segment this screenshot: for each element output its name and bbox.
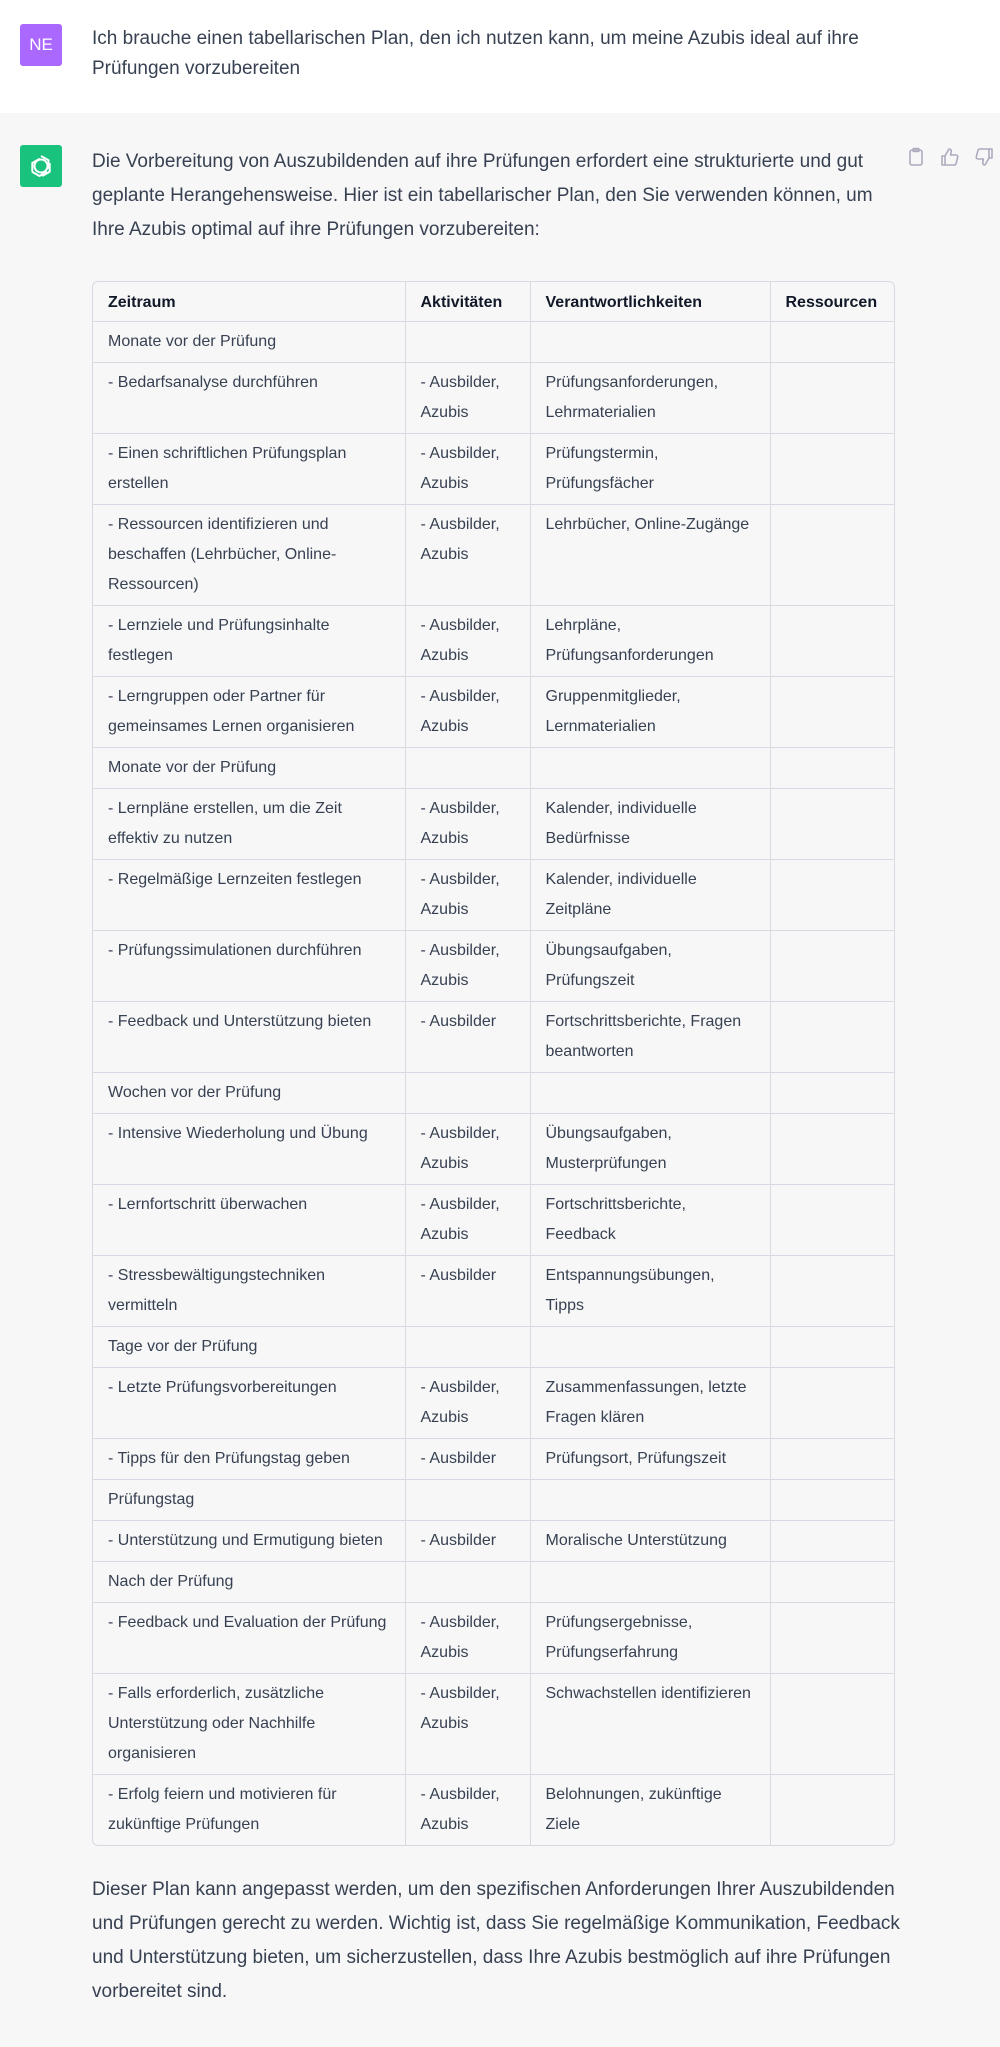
table-cell: - Ausbilder, Azubis <box>405 1674 530 1775</box>
exam-plan-table <box>92 281 895 1846</box>
table-cell: - Falls erforderlich, zusätzliche Unterstützung oder Nachhilfe organisieren <box>93 1674 405 1775</box>
table-cell <box>770 677 894 748</box>
table-row <box>93 1256 894 1327</box>
table-cell: - Ausbilder, Azubis <box>405 1775 530 1846</box>
table-cell <box>770 748 894 789</box>
table-cell <box>770 789 894 860</box>
table-cell: Moralische Unterstützung <box>530 1521 770 1562</box>
table-cell: - Unterstützung und Ermutigung bieten <box>93 1521 405 1562</box>
table-cell: Entspannungsübungen, Tipps <box>530 1256 770 1327</box>
table-row <box>93 677 894 748</box>
table-row <box>93 1073 894 1114</box>
table-cell: Gruppenmitglieder, Lernmaterialien <box>530 677 770 748</box>
table-row <box>93 1603 894 1674</box>
table-cell: - Lernziele und Prüfungsinhalte festlegen <box>93 606 405 677</box>
table-cell: Fortschrittsberichte, Feedback <box>530 1185 770 1256</box>
table-cell: - Ausbilder, Azubis <box>405 931 530 1002</box>
table-cell: Prüfungstag <box>93 1480 405 1521</box>
table-row <box>93 860 894 931</box>
table-cell: Prüfungsort, Prüfungszeit <box>530 1439 770 1480</box>
table-row <box>93 789 894 860</box>
table-row <box>93 1368 894 1439</box>
copy-icon[interactable] <box>906 147 928 169</box>
table-row <box>93 1775 894 1846</box>
table-cell: - Ausbilder <box>405 1002 530 1073</box>
table-cell: - Lerngruppen oder Partner für gemeinsames Lernen organisieren <box>93 677 405 748</box>
table-cell: - Ausbilder, Azubis <box>405 1185 530 1256</box>
table-row <box>93 505 894 606</box>
table-cell <box>405 322 530 363</box>
column-header-aktivitaeten: Aktivitäten <box>405 282 530 322</box>
table-cell: - Einen schriftlichen Prüfungsplan erstellen <box>93 434 405 505</box>
table-cell: Nach der Prüfung <box>93 1562 405 1603</box>
table-cell <box>405 1480 530 1521</box>
table-cell: Fortschrittsberichte, Fragen beantworten <box>530 1002 770 1073</box>
table-cell <box>770 1521 894 1562</box>
table-row <box>93 1439 894 1480</box>
table-cell: Lehrpläne, Prüfungsanforderungen <box>530 606 770 677</box>
table-cell: - Regelmäßige Lernzeiten festlegen <box>93 860 405 931</box>
table-cell <box>770 1480 894 1521</box>
table-cell <box>770 1114 894 1185</box>
table-cell <box>530 1327 770 1368</box>
table-cell <box>770 860 894 931</box>
table-row <box>93 363 894 434</box>
table-row <box>93 1002 894 1073</box>
table-cell: Tage vor der Prüfung <box>93 1327 405 1368</box>
table-row <box>93 606 894 677</box>
table-cell: - Ausbilder <box>405 1256 530 1327</box>
table-cell: - Intensive Wiederholung und Übung <box>93 1114 405 1185</box>
table-cell: Übungsaufgaben, Musterprüfungen <box>530 1114 770 1185</box>
table-cell: - Lernfortschritt überwachen <box>93 1185 405 1256</box>
table-cell <box>770 1185 894 1256</box>
table-cell: - Ausbilder, Azubis <box>405 1603 530 1674</box>
table-cell <box>770 606 894 677</box>
assistant-intro-text: Die Vorbereitung von Auszubildenden auf ihre Prüfungen erfordert eine strukturierte und gut geplante Herangehensweise. Hier ist ein tabellarischer Plan, den Sie verwenden können, um Ihre Azubis optimal auf ihre Prüfungen vorzubereiten: <box>92 151 873 240</box>
table-cell: - Ausbilder, Azubis <box>405 1368 530 1439</box>
table-cell: - Ausbilder, Azubis <box>405 789 530 860</box>
table-cell: Prüfungsanforderungen, Lehrmaterialien <box>530 363 770 434</box>
table-cell: - Ausbilder, Azubis <box>405 434 530 505</box>
table-cell <box>770 1073 894 1114</box>
table-row <box>93 931 894 1002</box>
table-cell: Wochen vor der Prüfung <box>93 1073 405 1114</box>
table-cell <box>530 322 770 363</box>
table-cell: - Tipps für den Prüfungstag geben <box>93 1439 405 1480</box>
table-row <box>93 1562 894 1603</box>
table-cell <box>530 748 770 789</box>
table-cell: Kalender, individuelle Bedürfnisse <box>530 789 770 860</box>
table-cell <box>770 363 894 434</box>
table-row <box>93 1114 894 1185</box>
table-row <box>93 1521 894 1562</box>
assistant-avatar <box>20 145 62 187</box>
assistant-outro-text: Dieser Plan kann angepasst werden, um den spezifischen Anforderungen Ihrer Auszubildenden und Prüfungen gerecht zu werden. Wichtig ist, dass Sie regelmäßige Kommunikation, Feedback und Unterstützung bieten, um sicherzustellen, dass Ihre Azubis bestmöglich auf ihre Prüfungen vorbereitet sind. <box>92 1879 900 2002</box>
openai-logo-icon <box>27 152 55 180</box>
assistant-message <box>0 113 1000 2047</box>
user-message <box>0 0 1000 114</box>
table-cell <box>770 1256 894 1327</box>
table-row <box>93 434 894 505</box>
table-cell: - Ausbilder <box>405 1439 530 1480</box>
table-cell: - Ausbilder <box>405 1521 530 1562</box>
table-cell: - Ressourcen identifizieren und beschaffen (Lehrbücher, Online-Ressourcen) <box>93 505 405 606</box>
table-cell: - Prüfungssimulationen durchführen <box>93 931 405 1002</box>
table-cell: Belohnungen, zukünftige Ziele <box>530 1775 770 1846</box>
table-cell <box>770 1327 894 1368</box>
table-cell: - Feedback und Evaluation der Prüfung <box>93 1603 405 1674</box>
table-row <box>93 1674 894 1775</box>
table-cell <box>770 931 894 1002</box>
table-cell: - Ausbilder, Azubis <box>405 1114 530 1185</box>
table-cell: Monate vor der Prüfung <box>93 322 405 363</box>
column-header-ressourcen: Ressourcen <box>770 282 894 322</box>
table-cell: - Stressbewältigungstechniken vermitteln <box>93 1256 405 1327</box>
table-cell: - Ausbilder, Azubis <box>405 606 530 677</box>
table-cell: Schwachstellen identifizieren <box>530 1674 770 1775</box>
table-cell <box>405 1562 530 1603</box>
table-cell <box>405 748 530 789</box>
table-cell <box>770 1002 894 1073</box>
table-cell: - Ausbilder, Azubis <box>405 363 530 434</box>
table-cell: - Ausbilder, Azubis <box>405 505 530 606</box>
table-cell: Zusammenfassungen, letzte Fragen klären <box>530 1368 770 1439</box>
table-cell: Kalender, individuelle Zeitpläne <box>530 860 770 931</box>
table-cell <box>405 1327 530 1368</box>
table-cell: Monate vor der Prüfung <box>93 748 405 789</box>
table-cell: Übungsaufgaben, Prüfungszeit <box>530 931 770 1002</box>
table-cell <box>530 1480 770 1521</box>
table-cell <box>770 1368 894 1439</box>
thumbs-up-icon[interactable] <box>940 147 962 169</box>
table-cell: Prüfungsergebnisse, Prüfungserfahrung <box>530 1603 770 1674</box>
table-row <box>93 1480 894 1521</box>
table-cell <box>770 1603 894 1674</box>
table-cell <box>530 1073 770 1114</box>
table-cell <box>405 1073 530 1114</box>
table-cell: Prüfungstermin, Prüfungsfächer <box>530 434 770 505</box>
table-cell: - Feedback und Unterstützung bieten <box>93 1002 405 1073</box>
table-cell <box>770 434 894 505</box>
table-cell: - Lernpläne erstellen, um die Zeit effektiv zu nutzen <box>93 789 405 860</box>
table-cell: - Erfolg feiern und motivieren für zukünftige Prüfungen <box>93 1775 405 1846</box>
table-cell: - Letzte Prüfungsvorbereitungen <box>93 1368 405 1439</box>
table-header-row <box>93 282 894 322</box>
column-header-zeitraum: Zeitraum <box>93 282 405 322</box>
table-row <box>93 322 894 363</box>
table-cell <box>770 1674 894 1775</box>
table-cell <box>770 1439 894 1480</box>
table-cell <box>770 1775 894 1846</box>
user-message-text: Ich brauche einen tabellarischen Plan, den ich nutzen kann, um meine Azubis ideal auf ihre Prüfungen vorzubereiten <box>92 28 859 79</box>
table-cell <box>770 322 894 363</box>
table-row <box>93 1327 894 1368</box>
table-cell <box>770 1562 894 1603</box>
table-row <box>93 1185 894 1256</box>
thumbs-down-icon[interactable] <box>974 147 996 169</box>
table-cell: Lehrbücher, Online-Zugänge <box>530 505 770 606</box>
table-cell: - Ausbilder, Azubis <box>405 860 530 931</box>
user-avatar: NE <box>20 24 62 66</box>
column-header-verantwortlichkeiten: Verantwortlichkeiten <box>530 282 770 322</box>
table-cell <box>770 505 894 606</box>
table-cell <box>530 1562 770 1603</box>
table-cell: - Bedarfsanalyse durchführen <box>93 363 405 434</box>
table-cell: - Ausbilder, Azubis <box>405 677 530 748</box>
table-row <box>93 748 894 789</box>
